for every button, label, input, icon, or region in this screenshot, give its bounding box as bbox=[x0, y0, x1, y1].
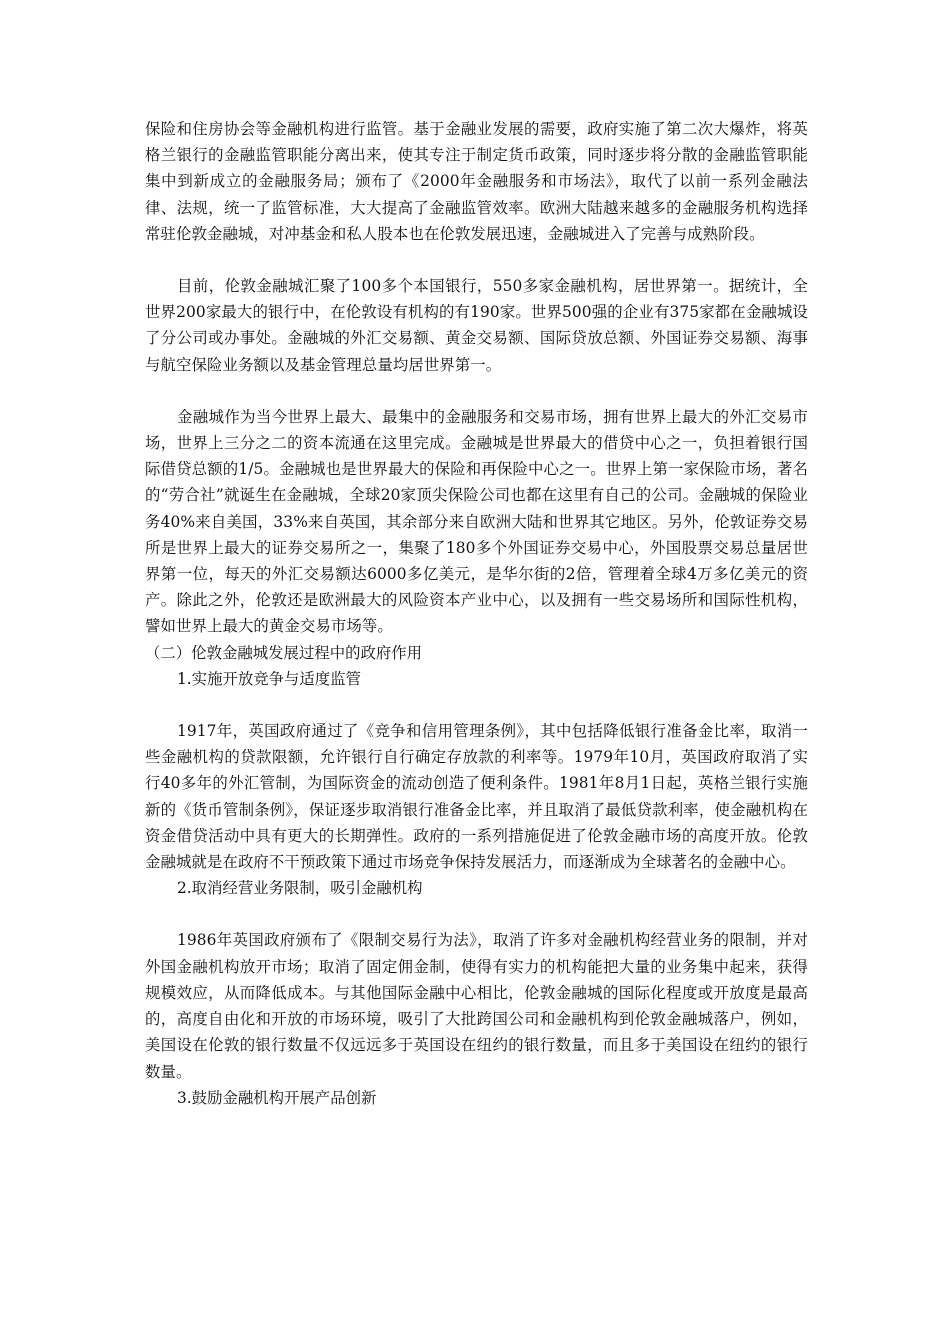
paragraph-financial-markets: 金融城作为当今世界上最大、最集中的金融服务和交易市场，拥有世界上最大的外汇交易市场，世界上三分之二的资本流通在这里完成。金融城是世界最大的借贷中心之一，负担着银行国际借贷总额的1/5。金融城也是世界最大的保险和再保险中心之一。世界上第一家保险市场，著名的“劳合社”就诞生在金融城，全球20家顶尖保险公司也都在这里有自己的公司。金融城的保险业务40%来自美国，33%来自英国，其余部分来自欧洲大陆和世界其它地区。另外，伦敦证券交易所是世界上最大的证券交易所之一，集聚了180多个外国证券交易中心，外国股票交易总量居世界第一位，每天的外汇交易额达6000多亿美元，是华尔街的2倍，管理着全球4万多亿美元的资产。除此之外，伦敦还是欧洲最大的风险资本产业中心，以及拥有一些交易场所和国际性机构，譬如世界上最大的黄金交易市场等。 bbox=[145, 407, 808, 636]
paragraph-open-competition: 1917年，英国政府通过了《竞争和信用管理条例》，其中包括降低银行准备金比率，取消一些金融机构的贷款限额，允许银行自行确定存放款的利率等。1979年10月，英国政府取消了实行40多年的外汇管制，为国际资金的流动创造了便利条件。1981年8月1日起，英格兰银行实施新的《货币管制条例》，保证逐步取消银行准备金比率，并且取消了最低贷款利率，使金融机构在资金借贷活动中具有更大的长期弹性。政府的一系列措施促进了伦敦金融市场的高度开放。伦敦金融城就是在政府不干预政策下通过市场竞争保持发展活力，而逐渐成为全球著名的金融中心。 bbox=[145, 722, 808, 872]
subsection-heading-open-competition: 1.实施开放竞争与适度监管 bbox=[177, 669, 361, 688]
paragraph-city-overview: 目前，伦敦金融城汇聚了100多个本国银行，550多家金融机构，居世界第一。据统计，全世界200家最大的银行中，在伦敦设有机构的有190家。世界500强的企业有375家都在金融城设了分公司或办事处。金融城的外汇交易额、黄金交易额、国际贷放总额、外国证券交易额、海事与航空保险业务额以及基金管理总量均居世界第一。 bbox=[145, 277, 808, 374]
paragraph-regulation-reform: 保险和住房协会等金融机构进行监管。基于金融业发展的需要，政府实施了第二次大爆炸，将英格兰银行的金融监管职能分离出来，使其专注于制定货币政策，同时逐步将分散的金融监管职能集中到新成立的金融服务局；颁布了《2000年金融服务和市场法》，取代了以前一系列金融法律、法规，统一了监管标准，大大提高了金融监管效率。欧洲大陆越来越多的金融服务机构选择常驻伦敦金融城，对冲基金和私人股本也在伦敦发展迅速，金融城进入了完善与成熟阶段。 bbox=[145, 120, 808, 243]
section-heading: （二）伦敦金融城发展过程中的政府作用 bbox=[145, 643, 423, 662]
paragraph-remove-restrictions: 1986年英国政府颁布了《限制交易行为法》，取消了许多对金融机构经营业务的限制，并对外国金融机构放开市场；取消了固定佣金制，使得有实力的机构能把大量的业务集中起来，获得规模效应，从而降低成本。与其他国际金融中心相比，伦敦金融城的国际化程度或开放度是最高的，高度自由化和开放的市场环境，吸引了大批跨国公司和金融机构到伦敦金融城落户，例如，美国设在伦敦的银行数量不仅远远多于英国设在纽约的银行数量，而且多于美国设在纽约的银行数量。 bbox=[145, 931, 808, 1081]
subsection-heading-remove-restrictions: 2.取消经营业务限制，吸引金融机构 bbox=[177, 879, 423, 898]
document-body bbox=[145, 116, 808, 1111]
subsection-heading-product-innovation: 3.鼓励金融机构开展产品创新 bbox=[177, 1088, 377, 1107]
